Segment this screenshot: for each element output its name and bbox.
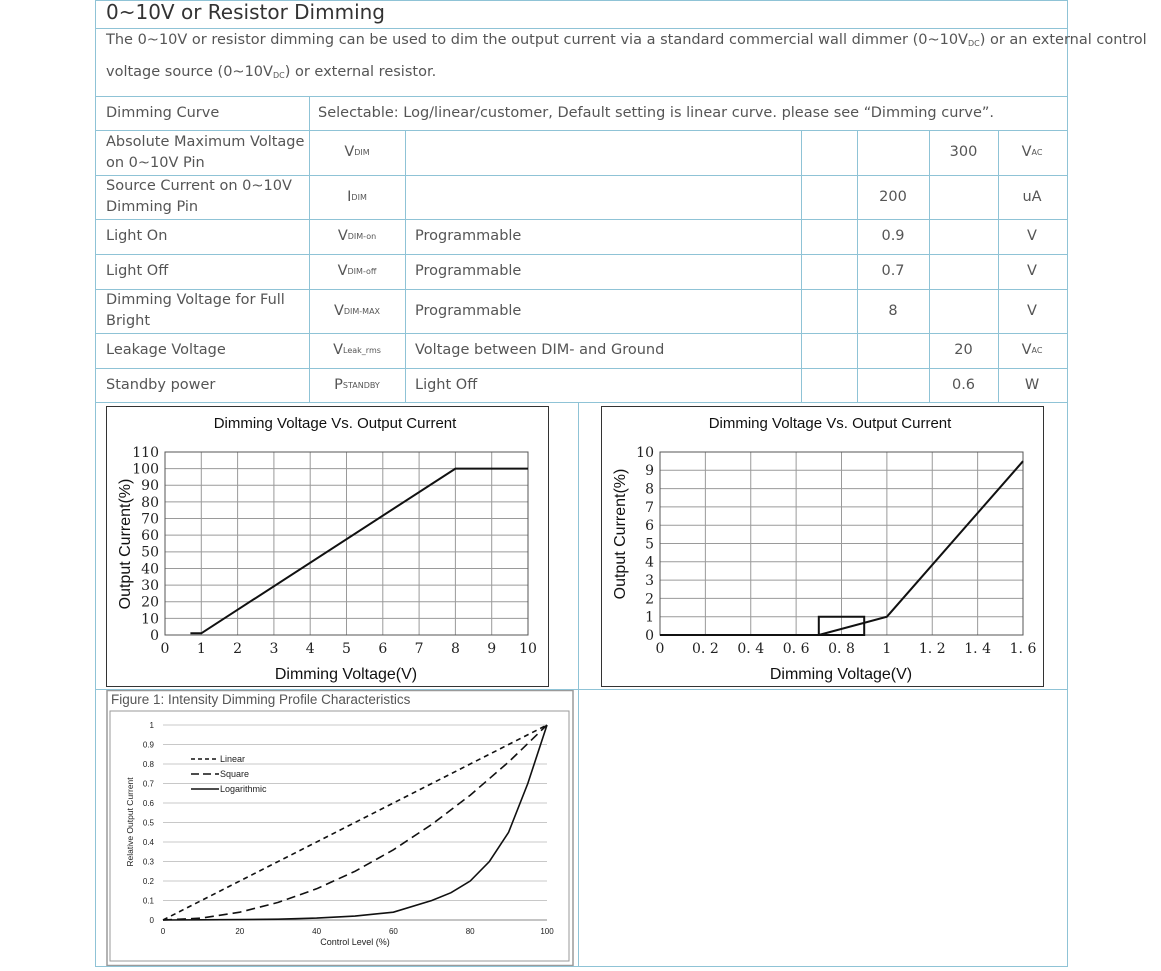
x-tick-label: 7 [414, 641, 424, 657]
unit: V [1027, 228, 1037, 244]
figure-caption: Figure 1: Intensity Dimming Profile Characteristics [111, 692, 411, 707]
y-tick-label: 7 [645, 499, 654, 516]
y-tick-label: 0.4 [142, 837, 154, 847]
x-tick-label: 100 [540, 927, 554, 936]
legend-label: Square [220, 769, 250, 779]
x-tick-label: 4 [305, 641, 315, 657]
x-tick-label: 0. 4 [737, 641, 765, 657]
symbol: I DIM [347, 188, 367, 205]
y-tick-label: 40 [141, 561, 159, 578]
symbol: V DIM-on [337, 228, 377, 244]
rule [95, 402, 1067, 403]
y-tick-label: 100 [132, 461, 159, 478]
symbol: P STANDBY [334, 376, 380, 393]
y-tick-label: 0 [150, 627, 159, 644]
chart-dimming-low-range [601, 406, 1044, 687]
x-tick-label: 9 [487, 641, 497, 657]
max-value: 0.6 [951, 376, 976, 393]
typ-value: 8 [888, 302, 898, 319]
y-tick-label: 4 [645, 554, 654, 571]
y-tick-label: 50 [141, 544, 159, 561]
y-tick-label: 9 [645, 463, 654, 480]
x-tick-label: 0. 8 [828, 641, 855, 657]
col-divider [405, 130, 406, 402]
y-tick-label: 5 [645, 536, 654, 553]
y-tick-label: 0 [645, 627, 654, 644]
y-tick-label: 20 [141, 594, 159, 611]
x-tick-label: 0. 6 [782, 641, 810, 657]
y-tick-label: 0.7 [142, 779, 154, 789]
unit: W [1024, 376, 1040, 393]
x-axis-label: Dimming Voltage(V) [769, 666, 913, 683]
rule [95, 368, 1067, 369]
y-tick-label: 110 [132, 444, 159, 461]
y-tick-label: 0.8 [142, 759, 154, 769]
param-label: Light Off [106, 263, 169, 279]
param-label: Standby power [106, 376, 216, 393]
y-tick-label: 0.3 [142, 857, 154, 867]
y-tick-label: 6 [645, 518, 654, 535]
x-tick-label: 8 [450, 641, 460, 657]
unit: V AC [1021, 144, 1043, 160]
section-title: 0~10V or Resistor Dimming [106, 0, 385, 24]
y-tick-label: 10 [636, 444, 654, 461]
param-label: Light On [106, 228, 168, 244]
param-label: Leakage Voltage [106, 342, 226, 358]
max-value: 20 [954, 342, 973, 358]
dimming-curve-note: Selectable: Log/linear/customer, Default setting is linear curve. please see “Dimming curve”. [318, 104, 994, 121]
x-tick-label: 2 [233, 641, 243, 657]
unit: V [1027, 263, 1037, 279]
x-tick-label: 0. 2 [692, 641, 719, 657]
y-tick-label: 0.1 [142, 896, 154, 906]
x-tick-label: 3 [269, 641, 279, 657]
param-label: Source Current on 0~10V Dimming Pin [106, 178, 292, 215]
x-tick-label: 0 [655, 641, 665, 657]
x-tick-label: 1. 4 [964, 641, 991, 657]
y-tick-label: 60 [141, 528, 159, 545]
col-divider [578, 402, 579, 966]
x-tick-label: 0 [160, 927, 166, 936]
max-value: 300 [949, 144, 978, 160]
y-tick-label: 0.5 [142, 818, 154, 828]
description-line-2: voltage source $(0\sim 10V_{DC})$ or external resistor. [106, 64, 437, 80]
chart-dimming-0-10v [106, 406, 549, 687]
typ-value: 200 [879, 188, 907, 205]
y-tick-label: 2 [645, 591, 654, 608]
unit: V AC [1021, 342, 1043, 358]
x-tick-label: 20 [235, 927, 245, 936]
y-axis-label: Relative Output Current [125, 777, 135, 867]
legend-label: Logarithmic [220, 784, 267, 794]
x-tick-label: 10 [519, 641, 537, 657]
y-axis-label: Output Current(%) [117, 478, 134, 610]
y-tick-label: 30 [141, 577, 159, 594]
x-tick-label: 1 [882, 641, 892, 657]
condition: Programmable [415, 302, 522, 319]
y-tick-label: 0.9 [142, 740, 154, 750]
x-tick-label: 5 [342, 641, 351, 657]
typ-value: 0.9 [881, 228, 905, 244]
y-tick-label: 8 [645, 481, 654, 498]
y-tick-label: 90 [141, 478, 159, 495]
param-label: Dimming Curve [106, 104, 220, 121]
y-axis-label: Output Current(%) [612, 468, 629, 600]
y-tick-label: 10 [141, 611, 159, 628]
symbol: V Leak_rms [333, 342, 381, 358]
y-tick-label: 1 [149, 720, 154, 730]
symbol: V DIM-off [337, 263, 377, 279]
condition: Voltage between DIM- and Ground [415, 342, 665, 358]
rule [95, 28, 1067, 29]
legend-label: Linear [220, 754, 246, 764]
typ-value: 0.7 [881, 263, 905, 279]
x-tick-label: 80 [465, 927, 475, 936]
y-tick-label: 0.6 [142, 798, 154, 808]
y-tick-label: 1 [645, 609, 654, 626]
x-tick-label: 60 [388, 927, 398, 936]
description-line-1: The 0~10V or resistor dimming can be used to dim the output current via a standard commercial wall dimmer $(0\sim 10V_{DC})$ or an external control [106, 32, 1147, 48]
chart-intensity-profile [106, 690, 574, 966]
unit: V [1027, 302, 1037, 319]
symbol: V DIM [344, 144, 370, 160]
x-tick-label: 1. 6 [1009, 641, 1037, 657]
y-tick-label: 0.2 [142, 876, 154, 886]
y-tick-label: 0 [149, 915, 154, 925]
condition: Programmable [415, 228, 522, 244]
condition: Light Off [415, 376, 478, 393]
x-tick-label: 1. 2 [918, 641, 946, 657]
y-tick-label: 70 [141, 511, 159, 528]
symbol: V DIM-MAX [333, 302, 381, 319]
y-tick-label: 80 [141, 494, 159, 511]
x-tick-label: 1 [196, 641, 206, 657]
x-tick-label: 0 [160, 641, 170, 657]
y-tick-label: 3 [645, 573, 654, 589]
param-label: Absolute Maximum Voltage on 0~10V Pin [106, 133, 305, 171]
unit: uA [1022, 188, 1042, 205]
x-axis-label: Dimming Voltage(V) [274, 666, 418, 683]
condition: Programmable [415, 263, 522, 279]
chart-title: Dimming Voltage Vs. Output Current [708, 415, 952, 432]
x-tick-label: 40 [312, 927, 322, 936]
col-divider [801, 130, 802, 402]
x-tick-label: 6 [378, 641, 388, 657]
x-axis-label: Control Level (%) [320, 937, 390, 947]
param-label: Dimming Voltage for Full Bright [106, 292, 285, 329]
chart-title: Dimming Voltage Vs. Output Current [213, 415, 457, 432]
